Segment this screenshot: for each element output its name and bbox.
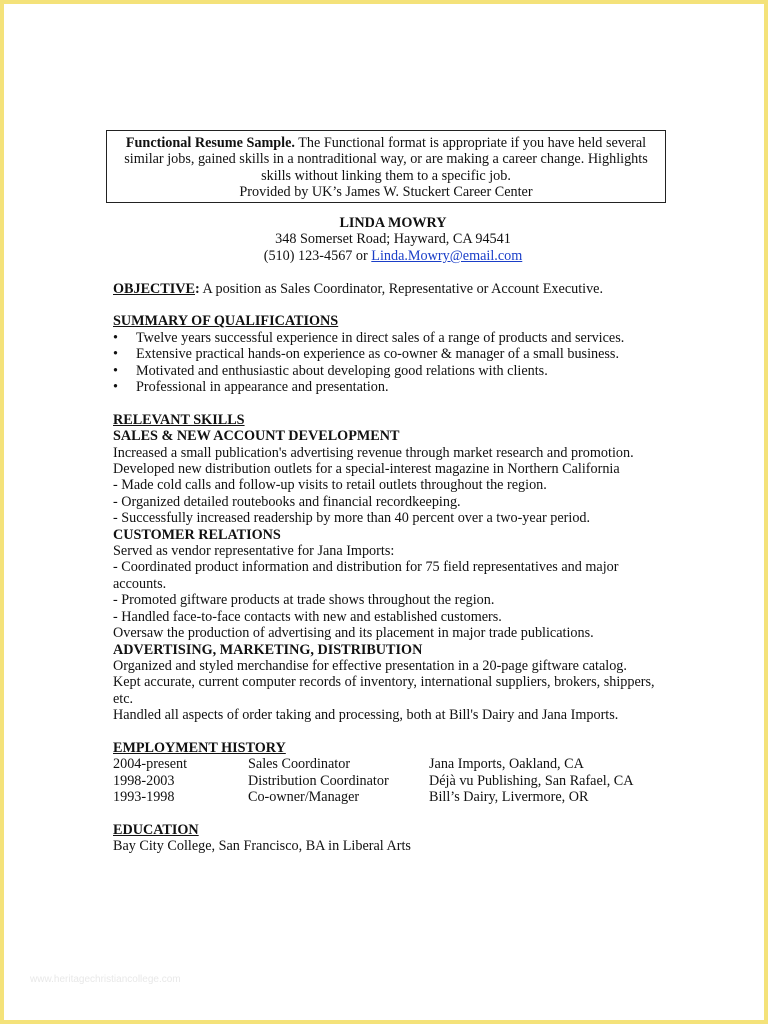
customer-line: - Coordinated product information and distribution for 75 field representatives and major accounts. <box>113 559 619 592</box>
advertising-subheading: ADVERTISING, MARKETING, DISTRIBUTION <box>113 641 423 658</box>
advertising-line: Organized and styled merchandise for effective presentation in a 20-page giftware catalog. <box>113 657 627 674</box>
sales-line: Developed new distribution outlets for a special-interest magazine in Northern California <box>113 461 620 478</box>
notice-box <box>106 130 666 203</box>
summary-heading: SUMMARY OF QUALIFICATIONS <box>113 313 339 330</box>
employment-employer: Bill’s Dairy, Livermore, OR <box>429 789 589 806</box>
employment-title: Co-owner/Manager <box>248 789 360 806</box>
notice-text: The Functional format is appropriate if you have held several similar jobs, gained skills in a nontraditional way, or are making a career change. Highlights skills without linking them to a specific job. <box>124 135 648 184</box>
watermark: www.heritagechristiancollege.com <box>30 974 181 985</box>
qualification-text: Twelve years successful experience in direct sales of a range of products and services. <box>136 329 625 346</box>
employment-employer: Jana Imports, Oakland, CA <box>429 756 584 773</box>
objective-line <box>113 281 673 297</box>
education-heading: EDUCATION <box>113 821 199 838</box>
qualification-text: Extensive practical hands-on experience as co-owner & manager of a small business. <box>136 346 619 363</box>
list-item <box>113 379 673 395</box>
advertising-line: Kept accurate, current computer records of inventory, international suppliers, brokers, shippers, etc. <box>113 674 655 707</box>
resume-body <box>113 215 673 855</box>
advertising-line: Handled all aspects of order taking and processing, both at Bill's Dairy and Jana Imports. <box>113 707 619 724</box>
summary-list <box>113 330 673 396</box>
candidate-address: 348 Somerset Road; Hayward, CA 94541 <box>275 231 511 248</box>
candidate-phone: (510) 123-4567 or <box>263 247 372 264</box>
employment-dates: 1998-2003 <box>113 772 175 789</box>
list-item <box>113 330 673 346</box>
sales-line: - Made cold calls and follow-up visits to retail outlets throughout the region. <box>113 477 547 494</box>
customer-subheading: CUSTOMER RELATIONS <box>113 526 281 543</box>
email-link[interactable]: Linda.Mowry@email.com <box>371 247 523 264</box>
table-row <box>113 756 673 772</box>
table-row <box>113 789 673 805</box>
bullet-icon: • <box>113 329 118 346</box>
sales-line: - Successfully increased readership by more than 40 percent over a two-year period. <box>113 510 591 527</box>
candidate-contact <box>113 248 673 264</box>
employment-dates: 1993-1998 <box>113 789 175 806</box>
customer-line: - Promoted giftware products at trade shows throughout the region. <box>113 592 495 609</box>
candidate-name: LINDA MOWRY <box>339 215 447 231</box>
bullet-icon: • <box>113 379 118 396</box>
table-row <box>113 773 673 789</box>
qualification-text: Motivated and enthusiastic about developing good relations with clients. <box>136 362 548 379</box>
skills-heading: RELEVANT SKILLS <box>113 411 245 428</box>
customer-line: Oversaw the production of advertising and its placement in major trade publications. <box>113 625 594 642</box>
customer-line: - Handled face-to-face contacts with new and established customers. <box>113 608 502 625</box>
objective-heading: OBJECTIVE <box>113 280 195 297</box>
list-item <box>113 346 673 362</box>
sales-line: - Organized detailed routebooks and financial recordkeeping. <box>113 493 461 510</box>
list-item <box>113 363 673 379</box>
employment-employer: Déjà vu Publishing, San Rafael, CA <box>429 772 634 789</box>
qualification-text: Professional in appearance and presentation. <box>136 379 389 396</box>
employment-title: Sales Coordinator <box>248 756 351 773</box>
objective-text: A position as Sales Coordinator, Representative or Account Executive. <box>199 280 604 297</box>
sales-subheading: SALES & NEW ACCOUNT DEVELOPMENT <box>113 428 400 445</box>
bullet-icon: • <box>113 346 118 363</box>
sales-line: Increased a small publication's advertising revenue through market research and promotion. <box>113 444 634 461</box>
employment-dates: 2004-present <box>113 756 188 773</box>
employment-title: Distribution Coordinator <box>248 772 389 789</box>
bullet-icon: • <box>113 362 118 379</box>
customer-line: Served as vendor representative for Jana Imports: <box>113 543 395 560</box>
employment-heading: EMPLOYMENT HISTORY <box>113 739 286 756</box>
notice-title: Functional Resume Sample. <box>125 135 295 151</box>
notice-provided: Provided by UK’s James W. Stuckert Career Center <box>239 184 533 201</box>
objective-colon: : <box>195 280 200 297</box>
education-text: Bay City College, San Francisco, BA in Liberal Arts <box>113 838 411 855</box>
document-page <box>4 4 764 1020</box>
